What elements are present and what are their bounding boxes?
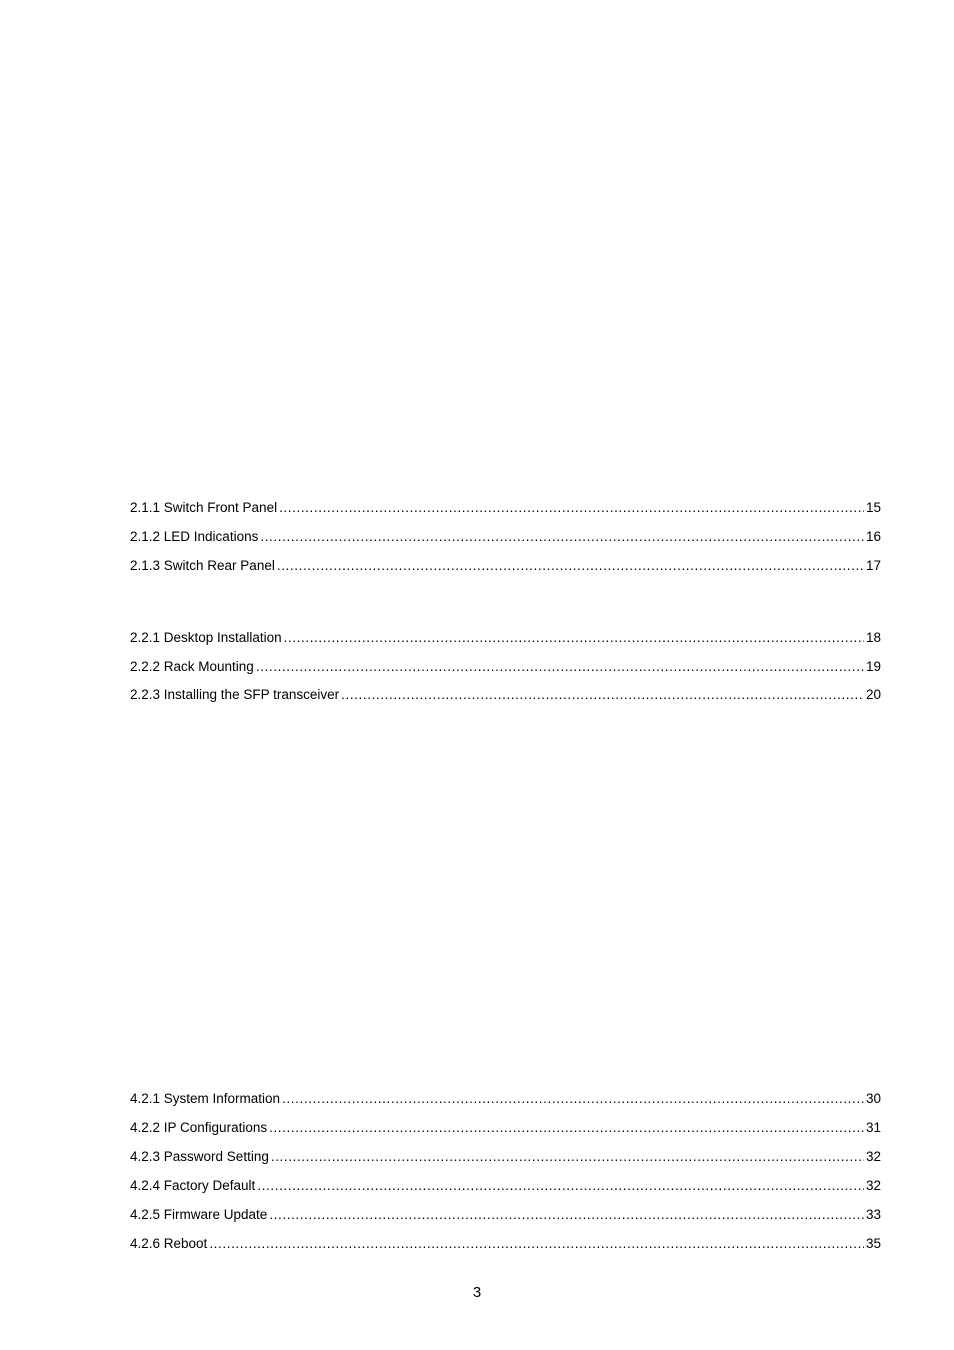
toc-entry-page: 32 [865,1149,881,1164]
toc-dot-leader [256,659,864,675]
toc-entry-page: 32 [865,1178,881,1193]
page-number: 3 [472,1284,482,1301]
toc-entry-page: 16 [865,529,881,544]
toc-entry[interactable] [130,659,881,688]
toc-entry-title: 4.2.2 IP Configurations [130,1120,268,1135]
toc-entry[interactable] [130,558,881,587]
toc-entry-title: 4.2.1 System Information [130,1091,281,1106]
toc-entry[interactable] [130,529,881,558]
toc-entry[interactable] [130,500,881,529]
toc-dot-leader [282,1091,864,1107]
toc-entry[interactable] [130,1149,881,1178]
toc-dot-leader [257,1178,864,1194]
toc-dot-leader [269,1207,864,1223]
toc-dot-leader [284,630,864,646]
toc-dot-leader [279,500,864,516]
toc-entry[interactable] [130,687,881,716]
toc-entry-title: 4.2.5 Firmware Update [130,1207,268,1222]
toc-dot-leader [341,687,864,703]
toc-entry-page: 31 [865,1120,881,1135]
toc-group-2-2 [130,630,881,716]
toc-entry-page: 35 [865,1236,881,1251]
toc-dot-leader [260,529,864,545]
toc-entry[interactable] [130,1236,881,1265]
toc-entry-page: 17 [865,558,881,573]
toc-entry-title: 2.2.1 Desktop Installation [130,630,282,645]
toc-entry[interactable] [130,1120,881,1149]
toc-entry-page: 30 [865,1091,881,1106]
toc-entry-title: 4.2.3 Password Setting [130,1149,269,1164]
toc-entry-page: 33 [865,1207,881,1222]
toc-entry-title: 2.1.1 Switch Front Panel [130,500,278,515]
toc-dot-leader [209,1236,864,1252]
toc-group-2-1 [130,500,881,587]
toc-entry-page: 18 [865,630,881,645]
toc-entry-title: 2.1.3 Switch Rear Panel [130,558,275,573]
toc-entry[interactable] [130,630,881,659]
toc-entry-page: 19 [865,658,881,674]
toc-dot-leader [271,1149,864,1165]
toc-entry[interactable] [130,1178,881,1207]
toc-entry-page: 15 [865,500,881,515]
toc-entry[interactable] [130,1207,881,1236]
toc-entry-page: 20 [865,687,881,702]
toc-entry[interactable] [130,1091,881,1120]
toc-group-4-2 [130,1091,881,1265]
toc-entry-title: 4.2.4 Factory Default [130,1178,256,1193]
toc-entry-title: 2.1.2 LED Indications [130,529,259,544]
toc-entry-title: 2.2.3 Installing the SFP transceiver [130,687,340,702]
toc-dot-leader [269,1120,864,1136]
toc-entry-title: 2.2.2 Rack Mounting [130,658,254,674]
toc-entry-title: 4.2.6 Reboot [130,1236,208,1251]
toc-dot-leader [277,558,864,574]
